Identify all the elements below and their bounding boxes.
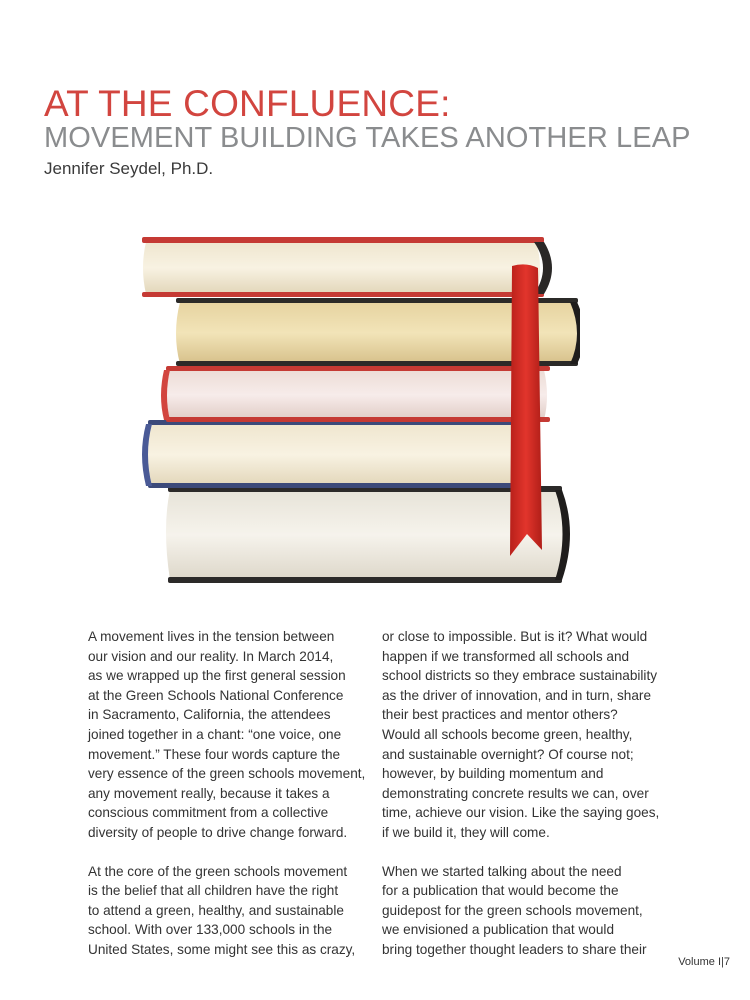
article-subtitle: MOVEMENT BUILDING TAKES ANOTHER LEAP [44, 122, 691, 154]
page-number: 7 [723, 956, 730, 968]
book-bottom [166, 486, 570, 583]
text-column-right [382, 627, 682, 979]
book-top [142, 237, 552, 297]
article-title: AT THE CONFLUENCE: [44, 83, 451, 124]
paragraph: or close to impossible. But is it? What would happen if we transformed all schools and school districts so they embrace sustainability as the driver of innovation, and in turn, share their best practices and mentor others? Would all schools become green, healthy, and sustainable overnight? Of course not; however, by building momentum and demonstrating concrete results we can, over time, achieve our vision. Like the saying goes, if we build it, they will come. [382, 629, 660, 840]
paragraph: At the core of the green schools movement is the belief that all children have the right to attend a green, healthy, and sustainable school. With over 133,000 schools in the United States, some might see this as crazy, [88, 863, 356, 957]
paragraph: A movement lives in the tension between our vision and our reality. In March 2014, as we wrapped up the first general session at the Green Schools National Conference in Sacramento, California, the attendees joined together in a chant: “one voice, one movement.” These four words capture the very essence of the green schools movement, any movement really, because it takes a conscious commitment from a collective diversity of people to drive change forward. [88, 629, 366, 840]
book-third [161, 366, 550, 422]
paragraph: When we started talking about the need for a publication that would become the guidepost for the green schools movement, we envisioned a publication that would bring together thought leaders to share their [382, 863, 647, 957]
bookmark-ribbon [510, 264, 542, 556]
footer-separator: | [721, 956, 724, 968]
stacked-books-icon [140, 228, 580, 588]
page-footer [678, 956, 730, 968]
book-fourth [142, 420, 528, 488]
text-column-left [88, 627, 388, 979]
article-author: Jennifer Seydel, Ph.D. [44, 159, 214, 178]
volume-label: Volume I [678, 956, 722, 968]
